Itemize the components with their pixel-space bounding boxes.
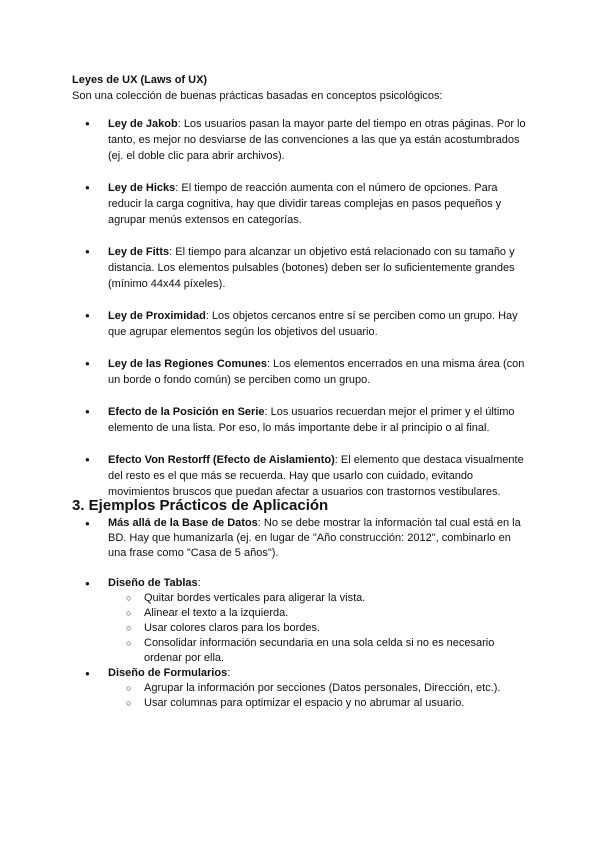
law-text: : Los usuarios pasan la mayor parte del tiempo en otras páginas. Por lo tanto, es mejor no desviarse de las convenciones a las que ya están acostumbrados (ej. el doble clic para abrir archivos). xyxy=(108,118,526,162)
list-item xyxy=(108,116,528,164)
example-name: Diseño de Formularios xyxy=(108,667,228,679)
example-text: : No se debe mostrar la información tal cual está en la BD. Hay que humanizarla (ej. en lugar de "Año construcción: 2012", combinarlo en una frase como "Casa de 5 años"). xyxy=(108,517,521,559)
law-name: Efecto de la Posición en Serie xyxy=(108,406,265,418)
list-item xyxy=(108,244,528,292)
laws-intro: Son una colección de buenas prácticas basadas en conceptos psicológicos: xyxy=(72,90,443,102)
list-item xyxy=(108,308,528,340)
list-item xyxy=(108,666,528,711)
sub-list-item: ○ Usar colores claros para los bordes. xyxy=(144,621,528,636)
law-text: : Los usuarios recuerdan mejor el primer y el último elemento de una lista. Por eso, lo más importante debe ir al principio o al final. xyxy=(108,406,515,434)
law-name: Efecto Von Restorff (Efecto de Aislamiento) xyxy=(108,454,335,466)
law-text: : El tiempo de reacción aumenta con el número de opciones. Para reducir la carga cognitiva, hay que dividir tareas complejas en pasos pequeños y agrupar menús extensos en categorías. xyxy=(108,182,502,226)
law-text: : Los objetos cercanos entre sí se perciben como un grupo. Hay que agrupar elementos según los objetivos del usuario. xyxy=(108,310,518,338)
law-name: Ley de Proximidad xyxy=(108,310,206,322)
law-text: : El elemento que destaca visualmente del resto es el que más se recuerda. Hay que usarlo con cuidado, evitando movimientos bruscos que puedan afectar a usuarios con trastornos vestibulares. xyxy=(108,454,524,498)
sub-list-item: ○ Quitar bordes verticales para aligerar la vista. xyxy=(144,591,528,606)
example-text: : xyxy=(197,577,201,589)
sub-list-item: ○ Usar columnas para optimizar el espacio y no abrumar al usuario. xyxy=(144,696,528,711)
laws-heading: Leyes de UX (Laws of UX) xyxy=(72,74,208,86)
section-title: 3. Ejemplos Prácticos de Aplicación xyxy=(72,497,329,514)
list-item xyxy=(108,576,528,666)
example-text: : xyxy=(227,667,231,679)
law-name: Ley de Jakob xyxy=(108,118,178,130)
list-item xyxy=(108,356,528,388)
examples-list xyxy=(108,516,528,711)
sub-list xyxy=(108,681,528,711)
laws-list xyxy=(108,116,528,516)
sub-list-item: ○ Agrupar la información por secciones (Datos personales, Dirección, etc.). xyxy=(144,681,528,696)
sub-list-item: ○ Alinear el texto a la izquierda. xyxy=(144,606,528,621)
list-item xyxy=(108,180,528,228)
law-text: : Los elementos encerrados en una misma área (con un borde o fondo común) se perciben como un grupo. xyxy=(108,358,525,386)
list-item xyxy=(108,452,528,500)
sub-list xyxy=(108,591,528,666)
list-item xyxy=(108,404,528,436)
law-text: : El tiempo para alcanzar un objetivo está relacionado con su tamaño y distancia. Los elementos pulsables (botones) deben ser lo suficientemente grandes (mínimo 44x44 píxeles). xyxy=(108,246,515,290)
law-name: Ley de Hicks xyxy=(108,182,176,194)
list-item xyxy=(108,516,528,561)
law-name: Ley de las Regiones Comunes xyxy=(108,358,267,370)
example-name: Diseño de Tablas xyxy=(108,577,198,589)
law-name: Ley de Fitts xyxy=(108,246,170,258)
sub-list-item: ○ Consolidar información secundaria en una sola celda si no es necesario ordenar por ella. xyxy=(144,636,528,666)
example-name: Más allá de la Base de Datos xyxy=(108,517,258,529)
